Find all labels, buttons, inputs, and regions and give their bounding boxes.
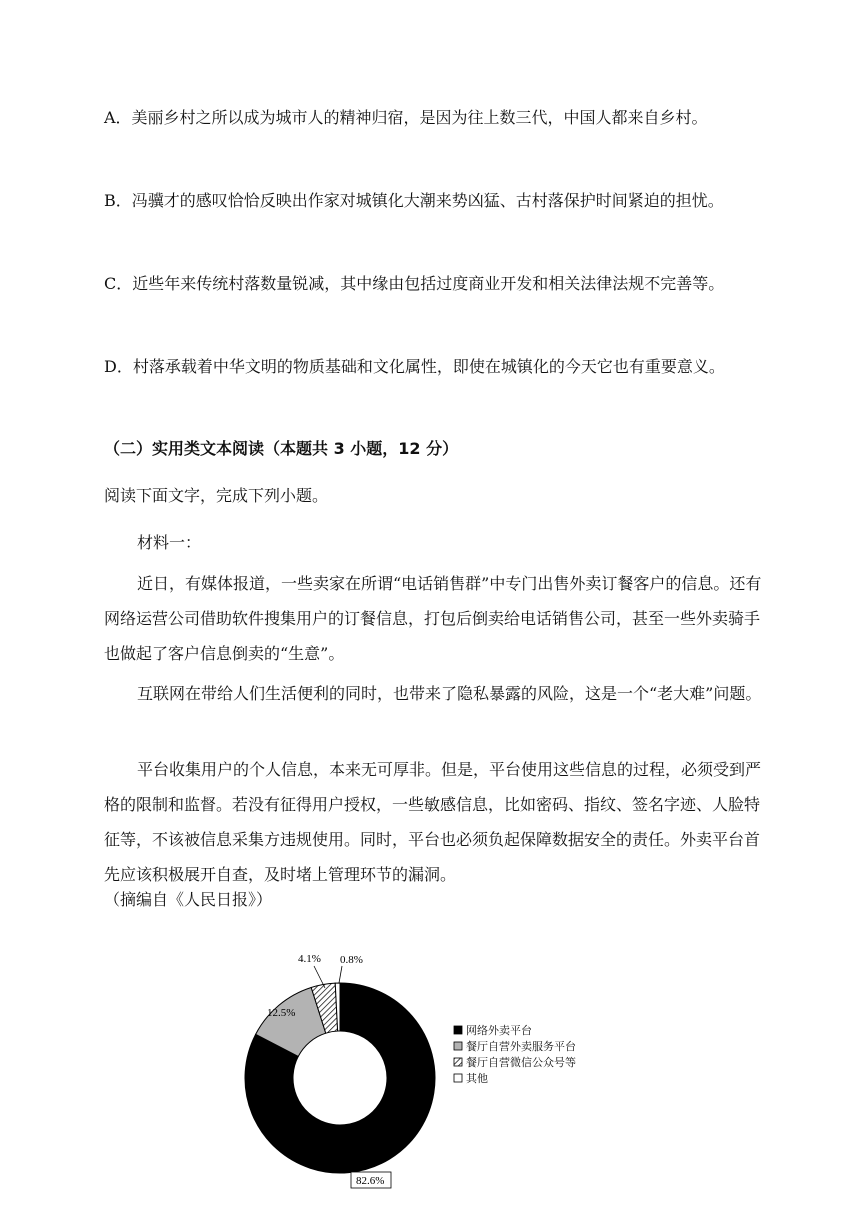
paragraph-1: 近日，有媒体报道，一些卖家在所谓“电话销售群”中专门出售外卖订餐客户的信息。还有网络运营公司借助软件搜集用户的订餐信息，打包后倒卖给电话销售公司，甚至一些外卖骑手也做起了客户信息倒卖的“生意”。 <box>104 574 762 663</box>
option-a: A．美丽乡村之所以成为城市人的精神归宿，是因为往上数三代，中国人都来自乡村。 <box>104 108 708 127</box>
leader-line-wechat <box>314 966 325 988</box>
paragraph-2: 互联网在带给人们生活便利的同时，也带来了隐私暴露的风险，这是一个“老大难”问题。 <box>137 684 762 703</box>
donut-chart <box>240 950 580 1202</box>
donut-chart-svg <box>240 950 580 1202</box>
data-label-other: 0.8% <box>340 954 363 966</box>
instruction-text: 阅读下面文字，完成下列小题。 <box>104 486 329 505</box>
legend-swatch-other <box>454 1074 462 1082</box>
paragraph-3: 平台收集用户的个人信息，本来无可厚非。但是，平台使用这些信息的过程，必须受到严格的限制和监督。若没有征得用户授权，一些敏感信息，比如密码、指纹、签名字迹、人脸特征等，不该被信息采集方违规使用。同时，平台也必须负起保障数据安全的责任。外卖平台首先应该积极展开自查，及时堵上管理环节的漏洞。 <box>104 760 762 884</box>
leader-line-other <box>339 966 342 983</box>
section-heading: （二）实用类文本阅读（本题共 3 小题，12 分） <box>104 439 459 458</box>
data-label-restaurant-service: 12.5% <box>267 1007 296 1019</box>
source-citation: （摘编自《人民日报》） <box>104 890 273 909</box>
legend-swatch-wechat <box>454 1058 462 1066</box>
legend-label-wechat: 餐厅自营微信公众号等 <box>466 1056 576 1069</box>
legend-label-other: 其他 <box>466 1072 488 1085</box>
option-d: D．村落承载着中华文明的物质基础和文化属性，即使在城镇化的今天它也有重要意义。 <box>104 357 725 376</box>
data-label-online-platform: 82.6% <box>356 1175 385 1187</box>
legend-label-online-platform: 网络外卖平台 <box>466 1024 532 1037</box>
option-c: C．近些年来传统村落数量锐减，其中缘由包括过度商业开发和相关法律法规不完善等。 <box>104 274 725 293</box>
option-b: B．冯骥才的感叹恰恰反映出作家对城镇化大潮来势凶猛、古村落保护时间紧迫的担忧。 <box>104 191 724 210</box>
legend-swatch-online-platform <box>454 1026 462 1034</box>
material-label: 材料一： <box>137 533 202 552</box>
data-label-wechat: 4.1% <box>298 953 321 965</box>
legend-label-restaurant-service: 餐厅自营外卖服务平台 <box>466 1040 576 1053</box>
legend-swatch-restaurant-service <box>454 1042 462 1050</box>
